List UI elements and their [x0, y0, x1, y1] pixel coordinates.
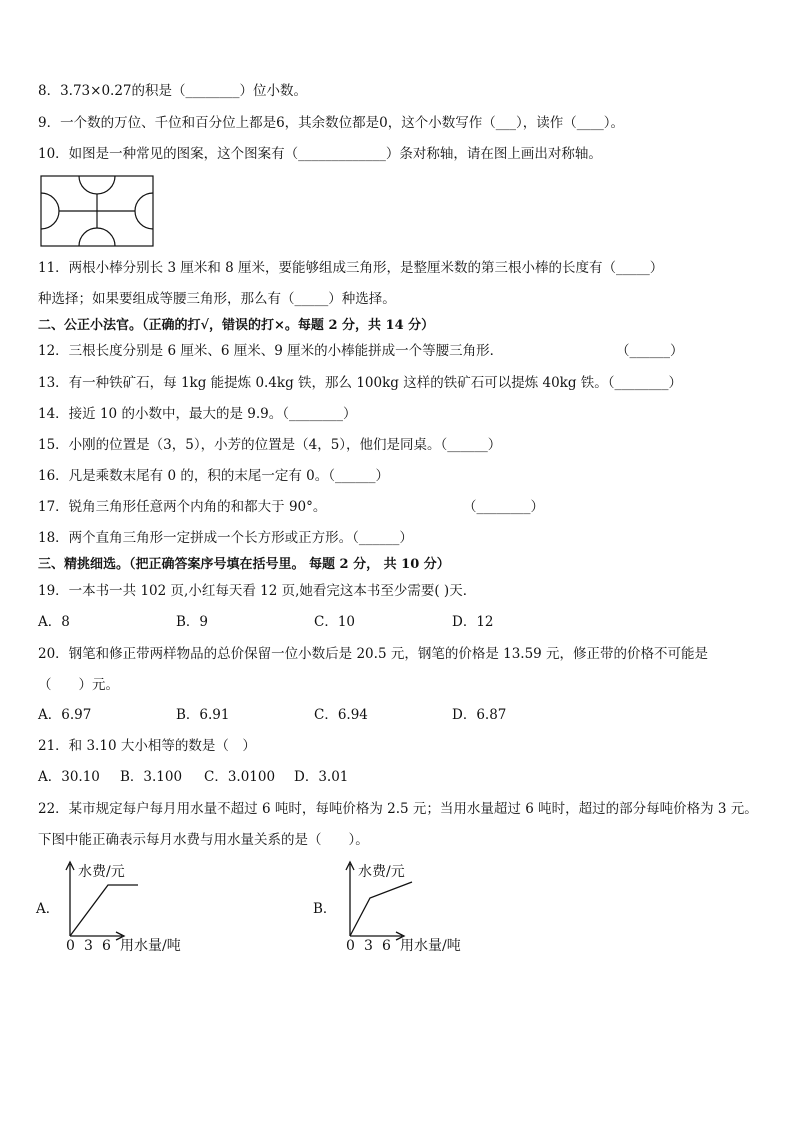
- q20-option-c: C．6.94: [314, 707, 368, 723]
- question-22-line2: 下图中能正确表示每月水费与用水量关系的是（ ）。: [38, 832, 369, 848]
- q21-option-a: A．30.10: [38, 769, 100, 785]
- question-10: 10．如图是一种常见的图案，这个图案有（_____________）条对称轴，请在图上画出对称轴。: [38, 146, 602, 162]
- section-2-title: 二、公正小法官。（正确的打√，错误的打×。每题 2 分，共 14 分）: [38, 318, 435, 333]
- question-22-line1: 22．某市规定每户每月用水量不超过 6 吨时，每吨价格为 2.5 元；当用水量超过 6 吨时，超过的部分每吨价格为 3 元。: [38, 801, 758, 817]
- graph-b-tick-6: 6: [382, 938, 391, 954]
- question-8: 8．3.73×0.27的积是（________）位小数。: [38, 83, 308, 99]
- q20-option-a: A．6.97: [38, 707, 92, 723]
- question-19: 19．一本书一共 102 页,小红每天看 12 页,她看完这本书至少需要( )天．: [38, 583, 477, 599]
- q19-option-d: D．12: [452, 614, 494, 630]
- question-11-line1: 11．两根小棒分别长 3 厘米和 8 厘米，要能够组成三角形，是整厘米数的第三根小棒的长度有（_____）: [38, 260, 664, 276]
- question-21: 21．和 3.10 大小相等的数是（ ）: [38, 738, 256, 754]
- question-16: 16．凡是乘数末尾有 0 的，积的末尾一定有 0。（______）: [38, 468, 389, 484]
- q20-option-b: B．6.91: [176, 707, 230, 723]
- graph-b-line: [350, 882, 412, 936]
- q20-option-d: D．6.87: [452, 707, 507, 723]
- graph-a-tick-0: 0: [66, 938, 75, 954]
- question-12: 12．三根长度分别是 6 厘米、6 厘米、9 厘米的小棒能拼成一个等腰三角形．: [38, 343, 504, 359]
- q22-graph-a-label: A．: [36, 901, 60, 917]
- graph-a-tick-3: 3: [84, 938, 93, 954]
- graph-b-xlabel: 用水量/吨: [400, 938, 461, 954]
- question-17: 17．锐角三角形任意两个内角的和都大于 90°。: [38, 499, 327, 515]
- q21-option-b: B．3.100: [120, 769, 183, 785]
- q22-graph-b: [340, 858, 530, 954]
- q22-graph-a: [60, 858, 250, 954]
- graph-a-ylabel: 水费/元: [78, 864, 125, 880]
- question-13: 13．有一种铁矿石，每 1kg 能提炼 0.4kg 铁，那么 100kg 这样的铁矿石可以提炼 40kg 铁。（________）: [38, 375, 683, 391]
- q22-graph-b-label: B．: [313, 901, 337, 917]
- q19-option-a: A．8: [38, 614, 70, 630]
- question-20-line1: 20．钢笔和修正带两样物品的总价保留一位小数后是 20.5 元，钢笔的价格是 13.59 元，修正带的价格不可能是: [38, 646, 709, 662]
- question-11-line2: 种选择；如果要组成等腰三角形，那么有（_____）种选择。: [38, 291, 396, 307]
- question-12-answer: （______）: [616, 343, 684, 359]
- graph-b-tick-0: 0: [346, 938, 355, 954]
- q21-option-d: D．3.01: [294, 769, 349, 785]
- graph-b-tick-3: 3: [364, 938, 373, 954]
- question-9: 9．一个数的万位、千位和百分位上都是6，其余数位都是0，这个小数写作（___），读作（____）。: [38, 115, 625, 131]
- graph-a-line: [70, 885, 138, 936]
- q19-option-b: B．9: [176, 614, 209, 630]
- graph-a-xlabel: 用水量/吨: [120, 938, 181, 954]
- q21-option-c: C．3.0100: [204, 769, 276, 785]
- q19-option-c: C．10: [314, 614, 356, 630]
- question-15: 15．小刚的位置是（3，5），小芳的位置是（4，5），他们是同桌。（______）: [38, 437, 502, 453]
- section-3-title: 三、精挑细选。（把正确答案序号填在括号里。 每题 2 分， 共 10 分）: [38, 557, 450, 572]
- question-20-line2: （ ）元。: [38, 677, 119, 693]
- question-17-answer: （________）: [463, 499, 544, 515]
- graph-a-tick-6: 6: [102, 938, 111, 954]
- question-18: 18．两个直角三角形一定拼成一个长方形或正方形。（______）: [38, 530, 413, 546]
- question-14: 14．接近 10 的小数中，最大的是 9.9。（________）: [38, 406, 357, 422]
- symmetry-pattern-figure: [40, 175, 154, 247]
- graph-b-ylabel: 水费/元: [358, 864, 405, 880]
